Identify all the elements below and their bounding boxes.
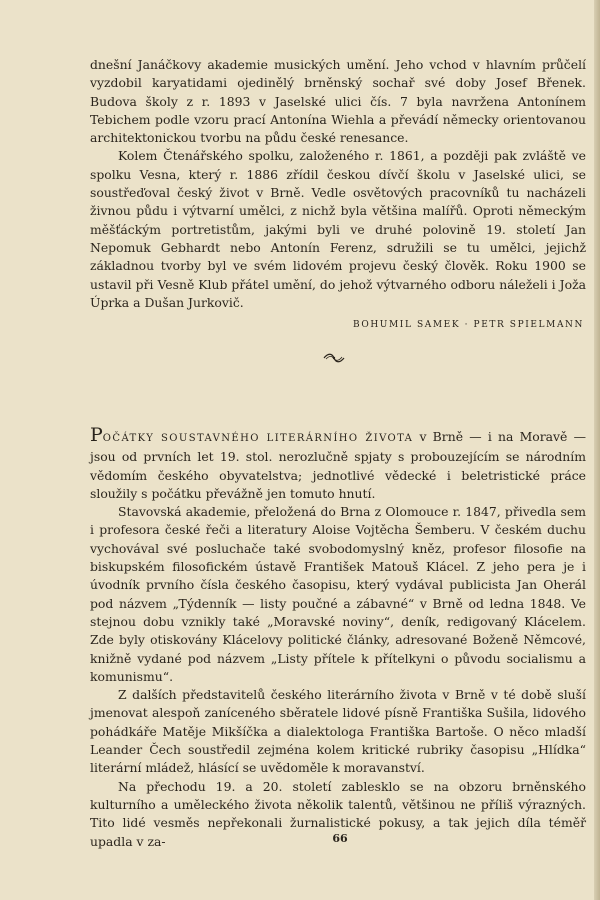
drop-cap: P — [90, 424, 103, 446]
page-edge — [594, 0, 600, 900]
paragraph-1: dnešní Janáčkovy akademie musických umění. Jeho vchod v hlavním průčelí vyzdobil karyatidami ojedinělý brněnský sochař své doby Josef Břenek. Budova školy z r. 1893 v Jaselské ulici čís. 7 byla navržena Antonínem Tebichem podle vzoru prací Antonína Wiehla a převádí německy orientovanou architektonickou tvorbu na půdu české renesance. — [90, 57, 586, 146]
paragraph-2: Kolem Čtenářského spolku, založeného r. 1861, a později pak zvláště ve spolku Vesna, který r. 1886 zřídil českou dívčí školu v Jaselské ulici, se soustřeďoval český život v Brně. Vedle osvětových pracovníků tu nacházeli živnou půdu i výtvarní umělci, z nichž byla většina malířů. Oproti německým měšťáckým portretistům, jakými byli ve druhé polovině 19. století Jan Nepomuk Gebhardt nebo Antonín Ferenz, sdružili se tu umělci, jejichž základnou tvorby byl ve svém lidovém projevu český člověk. Roku 1900 se ustavil při Vesně Klub přátel umění, do jehož výtvarného odboru náleželi i Joža Úprka a Dušan Jurkovič. — [90, 148, 586, 310]
paragraph-3: Stavovská akademie, přeložená do Brna z Olomouce r. 1847, přivedla sem i profesora české řeči a literatury Aloise Vojtěcha Šemberu. V českém duchu vychovával své posluchače také svobodomyslný kněz, profesor filosofie na biskupském filosofickém ústavě František Matouš Klácel. Z jeho pera je i úvodník prvního čísla českého časopisu, který vydával publicista Jan Oherál pod názvem „Týdenník — listy poučné a zábavné“ v Brně od ledna 1848. Ve stejnou dobu vznikly také „Moravské noviny“, deník, redigovaný Klácelem. Zde byly otiskovány Klácelovy politické články, adresované Boženě Němcové, knižně vydané pod názvem „Listy přítele k přítelkyni o původu socialismu a komunismu“. — [90, 504, 586, 684]
text-section-1 — [90, 56, 586, 312]
section-heading: OČÁTKY SOUSTAVNÉHO LITERÁRNÍHO ŽIVOTA — [102, 433, 414, 444]
paragraph-5: Na přechodu 19. a 20. století zablesklo se na obzoru brněnského kulturního a uměleckého života několik talentů, většinou ne příliš výrazných. Tito lidé vesměs nepřekonali žurnalistické pokusy, a tak jejich díla téměř upadla v za- — [90, 778, 586, 849]
ornament-icon — [322, 352, 346, 364]
section-opening-paragraph — [90, 424, 586, 503]
paragraph-4: Z dalších představitelů českého literárního života v Brně v té době sluší jmenovat alespoň zaníceného sběratele lidové písně Františka Sušila, lidového pohádkáře Matěje Mikšíčka a dialektologa Františka Bartoše. O něco mladší Leander Čech soustředil zejména kolem kritické rubriky časopisu „Hlídka“ literární mládež, hlásící se uvědoměle k moravanství. — [90, 687, 586, 776]
opening-paragraph-text: v Brně — i na Moravě — jsou od prvních let 19. stol. nerozlučně spjaty s probouzejícím se národním vědomím českého obyvatelstva; jednotlivé vědecké i beletristické práce sloužily s počátku převážně jen tomuto hnutí. — [90, 429, 586, 501]
page-number: 66 — [332, 832, 348, 845]
author-signature: BOHUMIL SAMEK · PETR SPIELMANN — [352, 320, 584, 330]
text-section-2 — [90, 424, 586, 851]
